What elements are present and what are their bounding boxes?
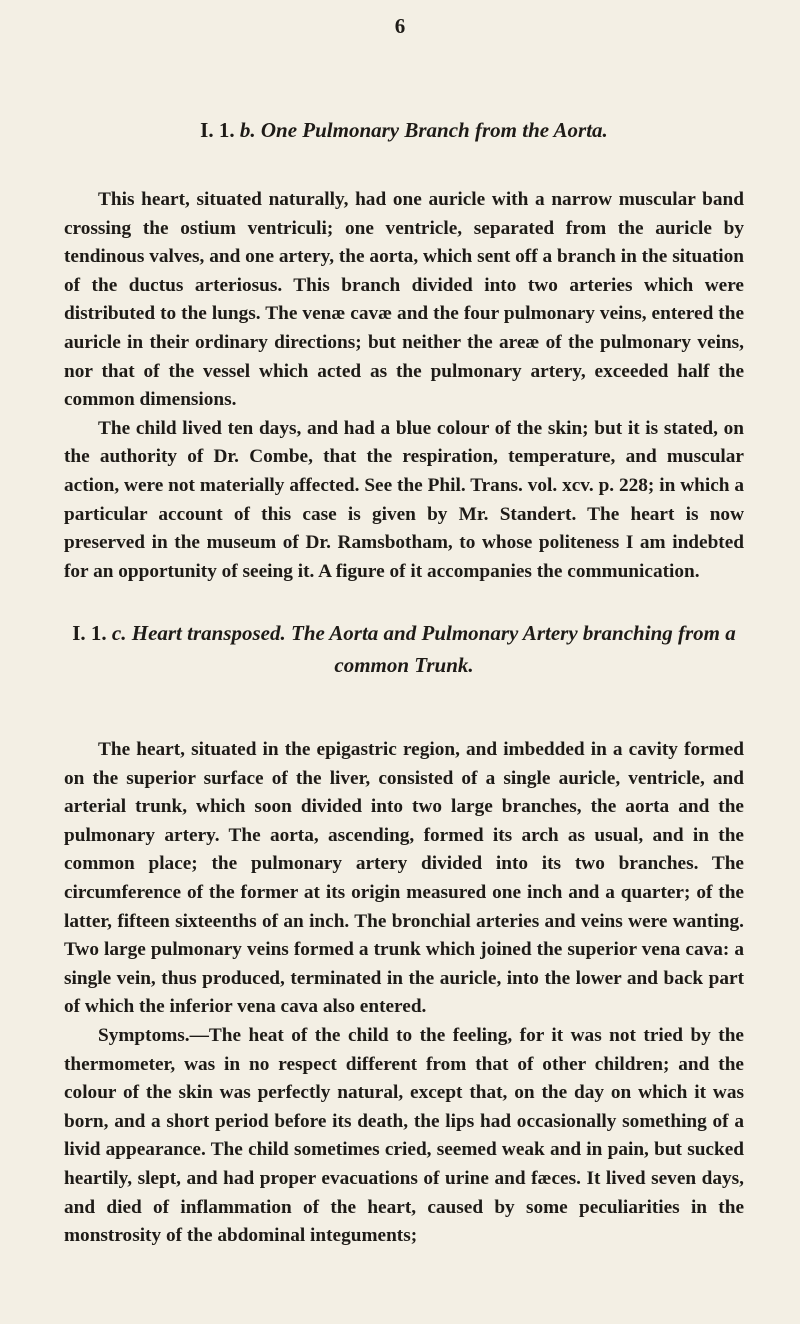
paragraph: The heart, situated in the epigastric region, and imbedded in a cavity formed on the superior surface of the liver, consisted of a single auricle, ventricle, and arterial trunk, which soon divided into two large branches, the aorta and the pulmonary artery. The aorta, ascending, formed its arch as usual, and in the common place; the pulmonary artery divided into its two branches. The circumference of the former at its origin measured one inch and a quarter; of the latter, fifteen sixteenths of an inch. The bronchial arteries and veins were wanting. Two large pulmonary veins formed a trunk which joined the superior vena cava: a single vein, thus produced, terminated in the auricle, into the lower and back part of which the inferior vena cava also entered. bbox=[64, 739, 744, 1018]
page-number: 6 bbox=[394, 14, 406, 38]
section-letter-2: c. bbox=[111, 621, 127, 645]
section-heading-2 bbox=[64, 617, 744, 681]
section-number-1: I. 1. bbox=[200, 118, 235, 142]
paragraph: Symptoms.—The heat of the child to the feeling, for it was not tried by the thermometer, was in no respect different from that of other children; and the colour of the skin was perfectly natural, except that, on the day on which it was born, and a short period before its death, the lips had occasionally something of a livid appearance. The child sometimes cried, seemed weak and in pain, but sucked heartily, slept, and had proper evacuations of urine and fæces. It lived seven days, and died of inflammation of the heart, caused by some peculiarities in the monstrosity of the abdominal integuments; bbox=[64, 1024, 744, 1247]
section-heading-1 bbox=[64, 114, 744, 146]
section-letter-1: b. bbox=[239, 118, 256, 142]
section-title-1: One Pulmonary Branch from the Aorta. bbox=[260, 118, 608, 142]
paragraph: The child lived ten days, and had a blue colour of the skin; but it is stated, on the authority of Dr. Combe, that the respiration, temperature, and muscular action, were not materially affected. See the Phil. Trans. vol. xcv. p. 228; in which a particular account of this case is given by Mr. Standert. The heart is now preserved in the museum of Dr. Ramsbotham, to whose politeness I am indebted for an opportunity of seeing it. A figure of it accompanies the communication. bbox=[64, 417, 744, 582]
section-title-2: Heart transposed. The Aorta and Pulmonary Artery branching from a common Trunk. bbox=[131, 621, 736, 677]
paragraph: This heart, situated naturally, had one auricle with a narrow muscular band crossing the ostium ventriculi; one ventricle, separated from the auricle by tendinous valves, and one artery, the aorta, which sent off a branch in the situation of the ductus arteriosus. This branch divided into two arteries which were distributed to the lungs. The venæ cavæ and the four pulmonary veins, entered the auricle in their ordinary directions; but neither the areæ of the pulmonary veins, nor that of the vessel which acted as the pulmonary artery, exceeded half the common dimensions. bbox=[64, 189, 744, 411]
section-body-1 bbox=[64, 186, 744, 586]
section-body-2 bbox=[64, 736, 744, 1251]
section-number-2: I. 1. bbox=[72, 621, 107, 645]
